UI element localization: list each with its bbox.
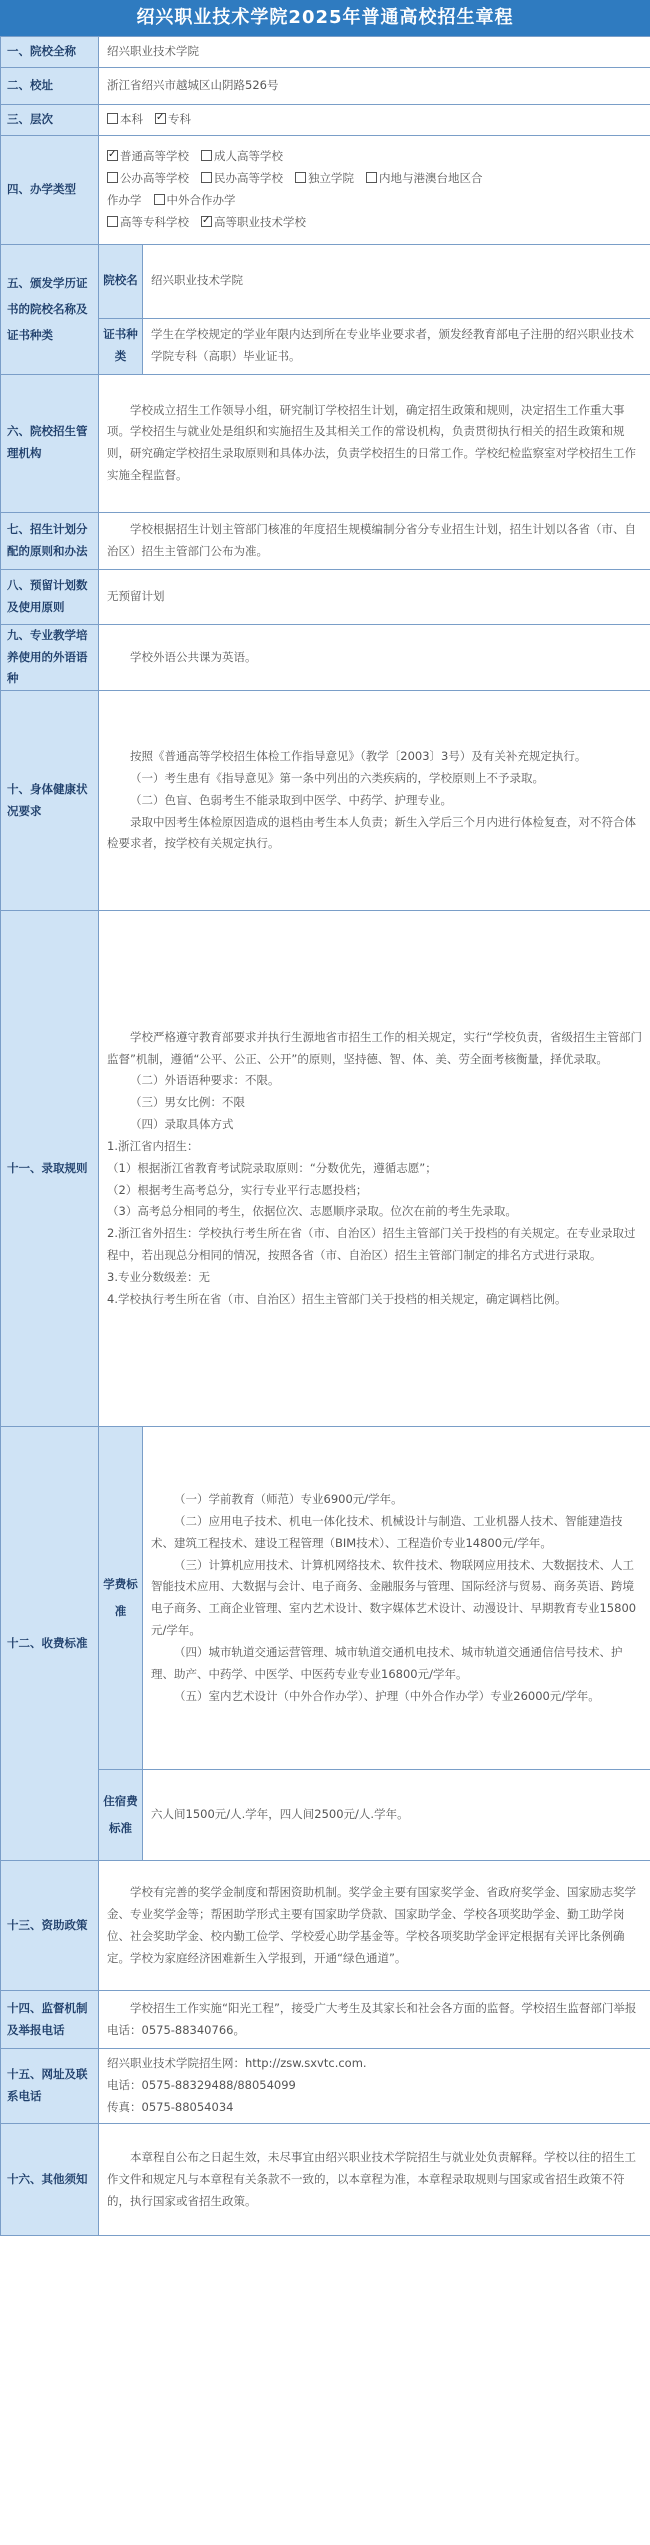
row-level (1, 104, 650, 135)
option-line (107, 168, 642, 190)
admit-paragraph: 3.专业分数级差：无 (107, 1270, 210, 1285)
option-line (107, 146, 642, 168)
unchecked-box-icon (154, 194, 165, 205)
level-options (99, 104, 650, 135)
dorm-value: 六人间1500元/人.学年，四人间2500元/人.学年。 (143, 1770, 650, 1861)
row-label: 十五、网址及联系电话 (1, 2049, 99, 2124)
unchecked-box-icon (107, 216, 118, 227)
row-admit (1, 911, 650, 1427)
row-label: 一、院校全称 (1, 37, 99, 68)
checkbox-label: 中外合作办学 (166, 192, 236, 207)
address-value: 浙江省绍兴市越城区山阴路526号 (99, 67, 650, 104)
tuition-paragraph: （二）应用电子技术、机电一体化技术、机械设计与制造、工业机器人技术、智能建造技术、建筑工程技术、建设工程管理（BIM技术）、工程造价专业14800元/学年。 (151, 1513, 623, 1550)
row-label: 三、层次 (1, 104, 99, 135)
row-cert-school (1, 244, 650, 318)
row-label: 十六、其他须知 (1, 2124, 99, 2236)
row-school-name (1, 37, 650, 68)
checkbox-option (366, 168, 483, 190)
checkbox-option (107, 146, 189, 168)
checkbox-label: 专科 (168, 111, 191, 126)
checkbox-label: 本科 (120, 111, 143, 126)
tuition-paragraph: （三）计算机应用技术、计算机网络技术、软件技术、物联网应用技术、大数据技术、人工智能技术应用、大数据与会计、电子商务、金融服务与管理、国际经济与贸易、商务英语、跨境电子商务、工商企业管理、室内艺术设计、数字媒体艺术设计、动漫设计、早期教育专业15800元/学年。 (151, 1557, 637, 1638)
other-value: 本章程自公布之日起生效，未尽事宜由绍兴职业技术学院招生与就业处负责解释。学校以往的招生工作文件和规定凡与本章程有关条款不一致的，以本章程为准，本章程录取规则与国家或省招生政策不符的，执行国家或省招生政策。 (107, 2149, 636, 2208)
checkbox-option (295, 168, 354, 190)
sub-label: 院校名 (99, 244, 143, 318)
sub-label: 证书种类 (99, 318, 143, 374)
cert-kind-value: 学生在学校规定的学业年限内达到所在专业毕业要求者，颁发经教育部电子注册的绍兴职业技术学院专科（高职）毕业证书。 (143, 318, 650, 374)
admit-paragraph: （1）根据浙江省教育考试院录取原则：“分数优先，遵循志愿”； (107, 1160, 437, 1175)
page-title: 绍兴职业技术学院2025年普通高校招生章程 (0, 0, 650, 36)
row-label: 七、招生计划分配的原则和办法 (1, 512, 99, 569)
row-aid (1, 1861, 650, 1991)
health-paragraph: （二）色盲、色弱考生不能录取到中医学、中药学、护理专业。 (130, 792, 452, 807)
row-label: 四、办学类型 (1, 135, 99, 244)
checkbox-option (107, 168, 189, 190)
checkbox-label: 高等专科学校 (120, 214, 189, 229)
row-label: 二、校址 (1, 67, 99, 104)
unchecked-box-icon (107, 113, 118, 124)
sub-label: 住宿费标准 (99, 1770, 143, 1861)
admit-paragraph: （2）根据考生高考总分，实行专业平行志愿投档； (107, 1182, 368, 1197)
row-label: 十四、监督机制及举报电话 (1, 1991, 99, 2049)
unchecked-box-icon (201, 150, 212, 161)
type-options (99, 135, 650, 244)
unchecked-box-icon (107, 172, 118, 183)
tuition-paragraph: （一）学前教育（师范）专业6900元/学年。 (174, 1492, 403, 1506)
row-supervise (1, 1991, 650, 2049)
checkbox-label: 高等职业技术学校 (214, 214, 306, 229)
row-label: 五、颁发学历证书的院校名称及证书种类 (1, 244, 99, 374)
aid-value: 学校有完善的奖学金制度和帮困资助机制。奖学金主要有国家奖学金、省政府奖学金、国家励志奖学金、专业奖学金等；帮困助学形式主要有国家助学贷款、国家助学金、学校各项奖助学金、勤工助学岗位、社会奖助学金、校内勤工俭学、学校爱心助学基金等。学校各项奖助学金评定根据有关评比条例确定。学校为家庭经济困难新生入学报到，开通“绿色通道”。 (107, 1885, 636, 1965)
reserve-value: 无预留计划 (99, 569, 650, 624)
health-paragraph: 按照《普通高等学校招生体检工作指导意见》（教学〔2003〕3号）及有关补充规定执行。 (130, 749, 587, 764)
row-label: 十二、收费标准 (1, 1427, 99, 1861)
tuition-paragraph: （四）城市轨道交通运营管理、城市轨道交通机电技术、城市轨道交通通信信号技术、护理、助产、中药学、中医学、中医药专业专业16800元/学年。 (151, 1644, 623, 1681)
checkbox-label: 普通高等学校 (120, 149, 189, 163)
checkbox-option (107, 212, 189, 234)
supervise-value: 学校招生工作实施“阳光工程”，接受广大考生及其家长和社会各方面的监督。学校招生监督部门举报电话：0575-88340766。 (107, 2000, 637, 2037)
row-health (1, 691, 650, 911)
unchecked-box-icon (366, 172, 377, 183)
contact-line: 传真：0575-88054034 (107, 2100, 234, 2115)
admit-content (99, 911, 650, 1427)
admit-paragraph: 2.浙江省外招生：学校执行考生所在省（市、自治区）招生主管部门关于投档的有关规定。在专业录取过程中，若出现总分相同的情况，按照各省（市、自治区）招生主管部门制定的排名方式进行录取。 (107, 1226, 636, 1263)
row-label: 六、院校招生管理机构 (1, 374, 99, 512)
admit-paragraph: （三）男女比例：不限 (130, 1095, 245, 1110)
unchecked-box-icon (295, 172, 306, 183)
row-plan (1, 512, 650, 569)
checkbox-option (107, 190, 142, 212)
option-line (107, 212, 642, 234)
checked-box-icon (155, 113, 166, 124)
checkbox-label: 独立学院 (308, 170, 354, 185)
checkbox-option (201, 212, 306, 234)
row-other (1, 2124, 650, 2236)
row-lang (1, 624, 650, 691)
checkbox-label: 公办高等学校 (120, 170, 189, 185)
school-name-value: 绍兴职业技术学院 (99, 37, 650, 68)
admit-paragraph: （3）高考总分相同的考生，依据位次、志愿顺序录取。位次在前的考生先录取。 (107, 1204, 517, 1219)
row-contact (1, 2049, 650, 2124)
row-type (1, 135, 650, 244)
row-cert-kind (1, 318, 650, 374)
row-fee-tuition (1, 1427, 650, 1770)
health-paragraph: 录取中因考生体检原因造成的退档由考生本人负责；新生入学后三个月内进行体检复查，对不符合体检要求者，按学校有关规定执行。 (107, 814, 636, 851)
tuition-paragraph: （五）室内艺术设计（中外合作办学）、护理（中外合作办学）专业26000元/学年。 (174, 1688, 600, 1703)
cert-school-value: 绍兴职业技术学院 (143, 244, 650, 318)
admit-paragraph: 4.学校执行考生所在省（市、自治区）招生主管部门关于投档的相关规定，确定调档比例。 (107, 1291, 567, 1306)
checkbox-option (154, 190, 236, 212)
checked-box-icon (201, 216, 212, 227)
lang-value: 学校外语公共课为英语。 (130, 649, 257, 664)
checkbox-option (201, 168, 283, 190)
admit-paragraph: 1.浙江省内招生： (107, 1138, 199, 1153)
health-paragraph: （一）考生患有《指导意见》第一条中列出的六类疾病的，学校原则上不予录取。 (130, 770, 544, 785)
checkbox-option (107, 109, 143, 131)
plan-value: 学校根据招生计划主管部门核准的年度招生规模编制分省分专业招生计划，招生计划以各省（市、自治区）招生主管部门公布为准。 (107, 521, 636, 558)
row-label: 十、身体健康状况要求 (1, 691, 99, 911)
contact-line: 绍兴职业技术学院招生网：http://zsw.sxvtc.com. (107, 2056, 367, 2071)
org-value: 学校成立招生工作领导小组，研究制订学校招生计划，确定招生政策和规则，决定招生工作重大事项。学校招生与就业处是组织和实施招生及其相关工作的常设机构，负责贯彻执行相关的招生政策和规则，研究确定学校招生录取原则和具体办法，负责学校招生的日常工作。学校纪检监察室对学校招生工作实施全程监督。 (107, 402, 636, 483)
row-org (1, 374, 650, 512)
checkbox-label: 作办学 (107, 192, 142, 207)
checked-box-icon (107, 150, 118, 161)
admit-paragraph: （二）外语语种要求：不限。 (130, 1073, 280, 1088)
row-reserve (1, 569, 650, 624)
admit-paragraph: （四）录取具体方式 (130, 1117, 234, 1132)
row-fee-dorm (1, 1770, 650, 1861)
checkbox-option (201, 146, 283, 168)
checkbox-label: 民办高等学校 (214, 170, 283, 185)
contact-line: 电话：0575-88329488/88054099 (107, 2078, 296, 2093)
sub-label: 学费标准 (99, 1427, 143, 1770)
row-label: 十三、资助政策 (1, 1861, 99, 1991)
option-line (107, 190, 642, 212)
unchecked-box-icon (201, 172, 212, 183)
row-label: 九、专业教学培养使用的外语语种 (1, 624, 99, 691)
checkbox-label: 内地与港澳台地区合 (379, 170, 483, 185)
row-label: 十一、录取规则 (1, 911, 99, 1427)
health-content (99, 691, 650, 911)
contact-content (99, 2049, 650, 2124)
checkbox-label: 成人高等学校 (214, 149, 283, 163)
admit-paragraph: 学校严格遵守教育部要求并执行生源地省市招生工作的相关规定，实行“学校负责，省级招生主管部门监督”机制，遵循“公平、公正、公开”的原则，坚持德、智、体、美、劳全面考核衡量，择优录取。 (107, 1029, 642, 1066)
tuition-content (143, 1427, 650, 1770)
row-address (1, 67, 650, 104)
checkbox-option (155, 109, 191, 131)
charter-table (0, 36, 650, 2236)
row-label: 八、预留计划数及使用原则 (1, 569, 99, 624)
